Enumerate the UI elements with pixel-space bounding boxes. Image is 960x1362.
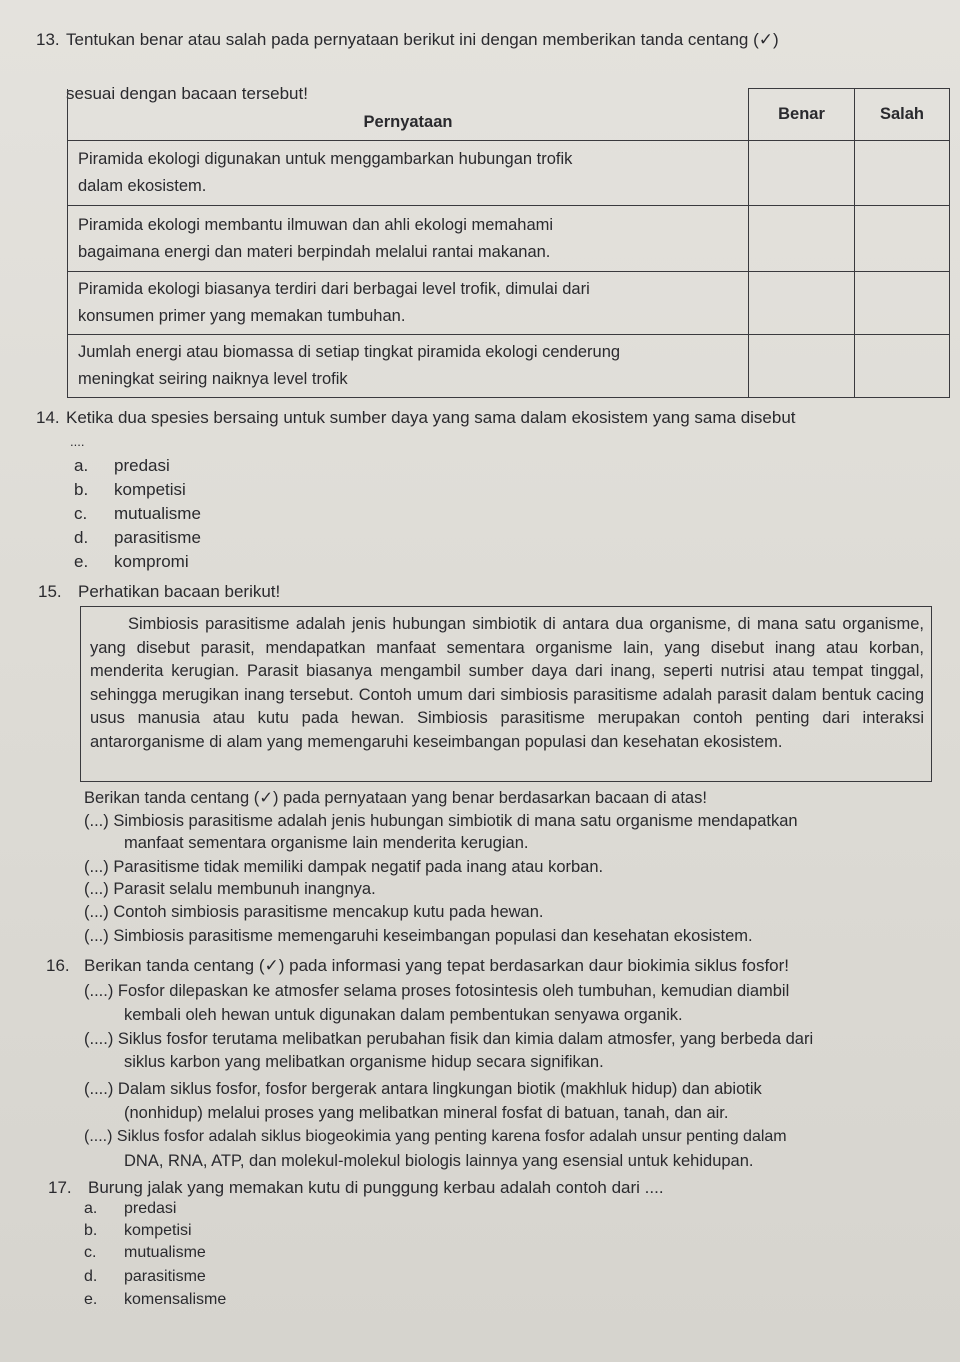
q15-statement-4[interactable]: (...) Contoh simbiosis parasitisme mencakup kutu pada hewan.: [84, 903, 544, 921]
header-false: Salah: [855, 89, 950, 141]
statement-cell: Jumlah energi atau biomassa di setiap tingkat piramida ekologi cenderung meningkat seiring naiknya level trofik: [68, 335, 749, 398]
false-answer-cell[interactable]: [855, 141, 950, 206]
q17-number: 17.: [48, 1178, 72, 1197]
q16-statement-1-cont: kembali oleh hewan untuk digunakan dalam pembentukan senyawa organik.: [124, 1006, 683, 1024]
q13-number: 13.: [36, 30, 60, 49]
q15-statement-5[interactable]: (...) Simbiosis parasitisme memengaruhi keseimbangan populasi dan kesehatan ekosistem.: [84, 927, 753, 945]
true-false-table: [67, 88, 950, 398]
table-row: [68, 272, 950, 335]
q15-instruction: Berikan tanda centang (✓) pada pernyataan yang benar berdasarkan bacaan di atas!: [84, 789, 707, 807]
table-row: [68, 206, 950, 272]
q14-option-a[interactable]: a. predasi: [74, 456, 170, 475]
q14-number: 14.: [36, 408, 60, 427]
header-true: Benar: [749, 89, 855, 141]
false-answer-cell[interactable]: [855, 335, 950, 398]
reading-passage: Simbiosis parasitisme adalah jenis hubungan simbiotik di antara dua organisme, di mana satu organisme, yang disebut parasit, mendapatkan manfaat sementara organisme lain, yang disebut inang atau korban, menderita kerugian. Parasit biasanya mengambil sumber daya dari inang, seperti nutrisi atau tempat tinggal, sehingga merugikan inang tersebut. Contoh umum dari simbiosis parasitisme adalah parasit dalam bentuk cacing usus manusia atau kutu pada hewan. Simbiosis parasitisme merupakan contoh penting dari interaksi antarorganisme di alam yang memengaruhi keseimbangan populasi dan kesehatan ekosistem.: [90, 615, 924, 751]
q13-text-line1: Tentukan benar atau salah pada pernyataan berikut ini dengan memberikan tanda centang (✓): [66, 30, 779, 49]
q14-option-d[interactable]: d. parasitisme: [74, 528, 201, 547]
q13-text-line2: sesuai dengan bacaan tersebut!: [66, 84, 308, 103]
q14-ellipsis: ....: [70, 434, 85, 449]
true-answer-cell[interactable]: [749, 141, 855, 206]
q15-number: 15.: [38, 582, 62, 601]
q17-option-e[interactable]: e. komensalisme: [84, 1291, 227, 1308]
q16-number: 16.: [46, 956, 70, 975]
q16-statement-2[interactable]: (....) Siklus fosfor terutama melibatkan perubahan fisik dan kimia dalam atmosfer, yang berbeda dari: [84, 1030, 814, 1048]
statement-cell: Piramida ekologi biasanya terdiri dari berbagai level trofik, dimulai dari konsumen primer yang memakan tumbuhan.: [68, 272, 749, 335]
false-answer-cell[interactable]: [855, 206, 950, 272]
q17-option-c[interactable]: c. mutualisme: [84, 1244, 206, 1261]
q17-option-a[interactable]: a. predasi: [84, 1200, 177, 1217]
q15-text: Perhatikan bacaan berikut!: [78, 582, 281, 601]
q16-statement-1[interactable]: (....) Fosfor dilepaskan ke atmosfer selama proses fotosintesis oleh tumbuhan, kemudian diambil: [84, 982, 790, 1000]
q16-statement-4-cont: DNA, RNA, ATP, dan molekul-molekul biologis lainnya yang esensial untuk kehidupan.: [124, 1152, 754, 1170]
false-answer-cell[interactable]: [855, 272, 950, 335]
q16-statement-3[interactable]: (....) Dalam siklus fosfor, fosfor bergerak antara lingkungan biotik (makhluk hidup) dan abiotik: [84, 1080, 762, 1098]
q15-statement-2[interactable]: (...) Parasitisme tidak memiliki dampak negatif pada inang atau korban.: [84, 858, 604, 876]
statement-cell: Piramida ekologi membantu ilmuwan dan ahli ekologi memahami bagaimana energi dan materi berpindah melalui rantai makanan.: [68, 206, 749, 272]
true-answer-cell[interactable]: [749, 335, 855, 398]
q14-option-c[interactable]: c. mutualisme: [74, 504, 201, 523]
q15-statement-1-cont: manfaat sementara organisme lain menderita kerugian.: [124, 834, 529, 852]
q15-statement-1[interactable]: (...) Simbiosis parasitisme adalah jenis hubungan simbiotik di mana satu organisme mendapatkan: [84, 812, 798, 830]
true-answer-cell[interactable]: [749, 272, 855, 335]
header-statement: Pernyataan: [68, 89, 749, 141]
q14-option-b[interactable]: b. kompetisi: [74, 480, 186, 499]
reading-passage-box: [80, 606, 932, 782]
q17-text: Burung jalak yang memakan kutu di punggung kerbau adalah contoh dari ....: [88, 1178, 664, 1197]
table-row: [68, 141, 950, 206]
q14-option-e[interactable]: e. kompromi: [74, 552, 189, 571]
q16-statement-2-cont: siklus karbon yang melibatkan organisme hidup secara signifikan.: [124, 1053, 604, 1071]
q17-option-b[interactable]: b. kompetisi: [84, 1222, 192, 1239]
q15-statement-3[interactable]: (...) Parasit selalu membunuh inangnya.: [84, 880, 376, 898]
q16-text: Berikan tanda centang (✓) pada informasi yang tepat berdasarkan daur biokimia siklus fosfor!: [84, 956, 790, 975]
q14-text: Ketika dua spesies bersaing untuk sumber daya yang sama dalam ekosistem yang sama disebut: [66, 408, 796, 427]
q16-statement-3-cont: (nonhidup) melalui proses yang melibatkan mineral fosfat di batuan, tanah, dan air.: [124, 1104, 729, 1122]
q16-statement-4[interactable]: (....) Siklus fosfor adalah siklus biogeokimia yang penting karena fosfor adalah unsur penting dalam: [84, 1128, 787, 1145]
true-answer-cell[interactable]: [749, 206, 855, 272]
q17-option-d[interactable]: d. parasitisme: [84, 1268, 206, 1285]
table-row: [68, 335, 950, 398]
statement-cell: Piramida ekologi digunakan untuk menggambarkan hubungan trofik dalam ekosistem.: [68, 141, 749, 206]
